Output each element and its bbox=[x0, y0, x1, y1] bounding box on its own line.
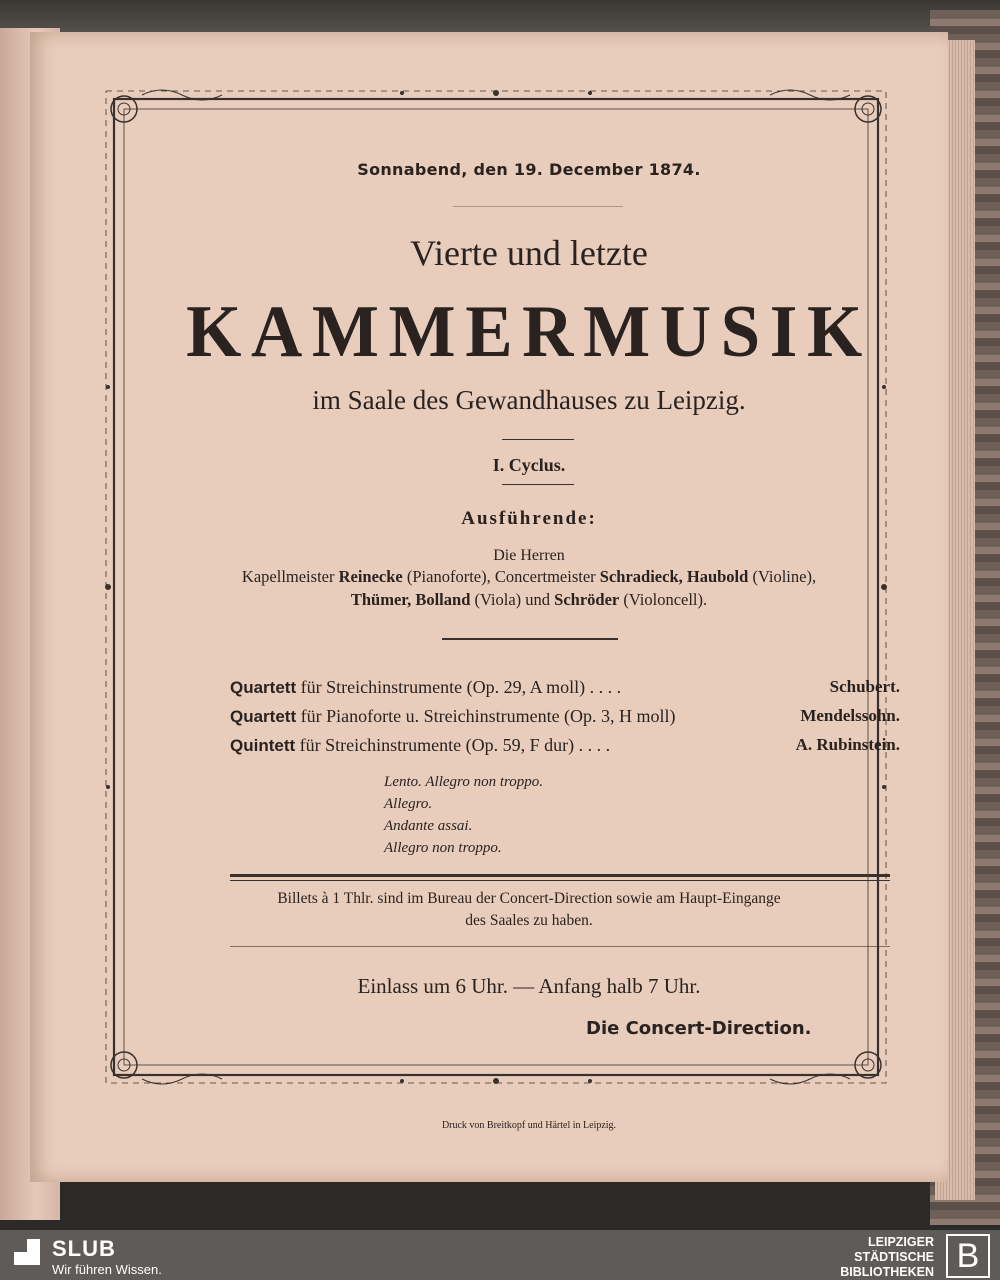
movement: Lento. Allegro non troppo. bbox=[384, 774, 544, 790]
einlass-info: Einlass um 6 Uhr. — Anfang halb 7 Uhr. bbox=[357, 974, 701, 998]
document-page bbox=[30, 32, 948, 1182]
lsb-name[interactable]: LEIPZIGER STÄDTISCHE BIBLIOTHEKEN bbox=[840, 1235, 934, 1279]
work-row: Quintett für Streichinstrumente (Op. 59, F dur) . . . . A. Rubinstein. bbox=[230, 735, 900, 755]
program-content bbox=[90, 32, 968, 1182]
slub-tagline: Wir führen Wissen. bbox=[52, 1262, 162, 1277]
movement: Andante assai. bbox=[384, 818, 473, 834]
movement: Allegro non troppo. bbox=[384, 840, 502, 856]
double-rule bbox=[230, 880, 890, 881]
divider bbox=[230, 946, 890, 947]
divider bbox=[502, 439, 574, 440]
ornament-divider bbox=[442, 638, 618, 640]
movement: Allegro. bbox=[384, 796, 433, 812]
concert-direction: Die Concert-Direction. bbox=[586, 1018, 812, 1039]
printer-note: Druck von Breitkopf und Härtel in Leipzig. bbox=[441, 1120, 617, 1131]
billets-info: Billets à 1 Thlr. sind im Bureau der Concert-Direction sowie am Haupt-Eingange des Saales zu haben. bbox=[277, 890, 781, 929]
slub-name[interactable]: SLUB bbox=[52, 1236, 116, 1261]
double-rule bbox=[230, 874, 890, 877]
performers-line-1: Kapellmeister Reinecke (Pianoforte), Concertmeister Schradieck, Haubold (Violine), bbox=[241, 567, 817, 586]
work-row: Quartett für Streichinstrumente (Op. 29, A moll) . . . . Schubert. bbox=[230, 677, 900, 697]
viewer-footer bbox=[0, 1230, 1000, 1280]
title-main: KAMMERMUSIK bbox=[186, 291, 872, 373]
performers-heading: Ausführende: bbox=[461, 508, 597, 529]
divider bbox=[502, 484, 574, 485]
concert-date: Sonnabend, den 19. December 1874. bbox=[357, 160, 701, 179]
slub-logo-icon bbox=[14, 1239, 40, 1265]
work-row: Quartett für Pianoforte u. Streichinstrumente (Op. 3, H moll) Mendelssohn. bbox=[230, 706, 900, 726]
lsb-logo-icon[interactable]: B bbox=[946, 1234, 990, 1278]
title-line-1: Vierte und letzte bbox=[410, 233, 648, 273]
divider bbox=[453, 206, 623, 207]
title-line-3: im Saale des Gewandhauses zu Leipzig. bbox=[312, 385, 746, 415]
performers-intro: Die Herren bbox=[493, 547, 565, 564]
performers-line-2: Thümer, Bolland (Viola) und Schröder (Violoncell). bbox=[350, 590, 708, 609]
cyclus: I. Cyclus. bbox=[492, 455, 566, 475]
